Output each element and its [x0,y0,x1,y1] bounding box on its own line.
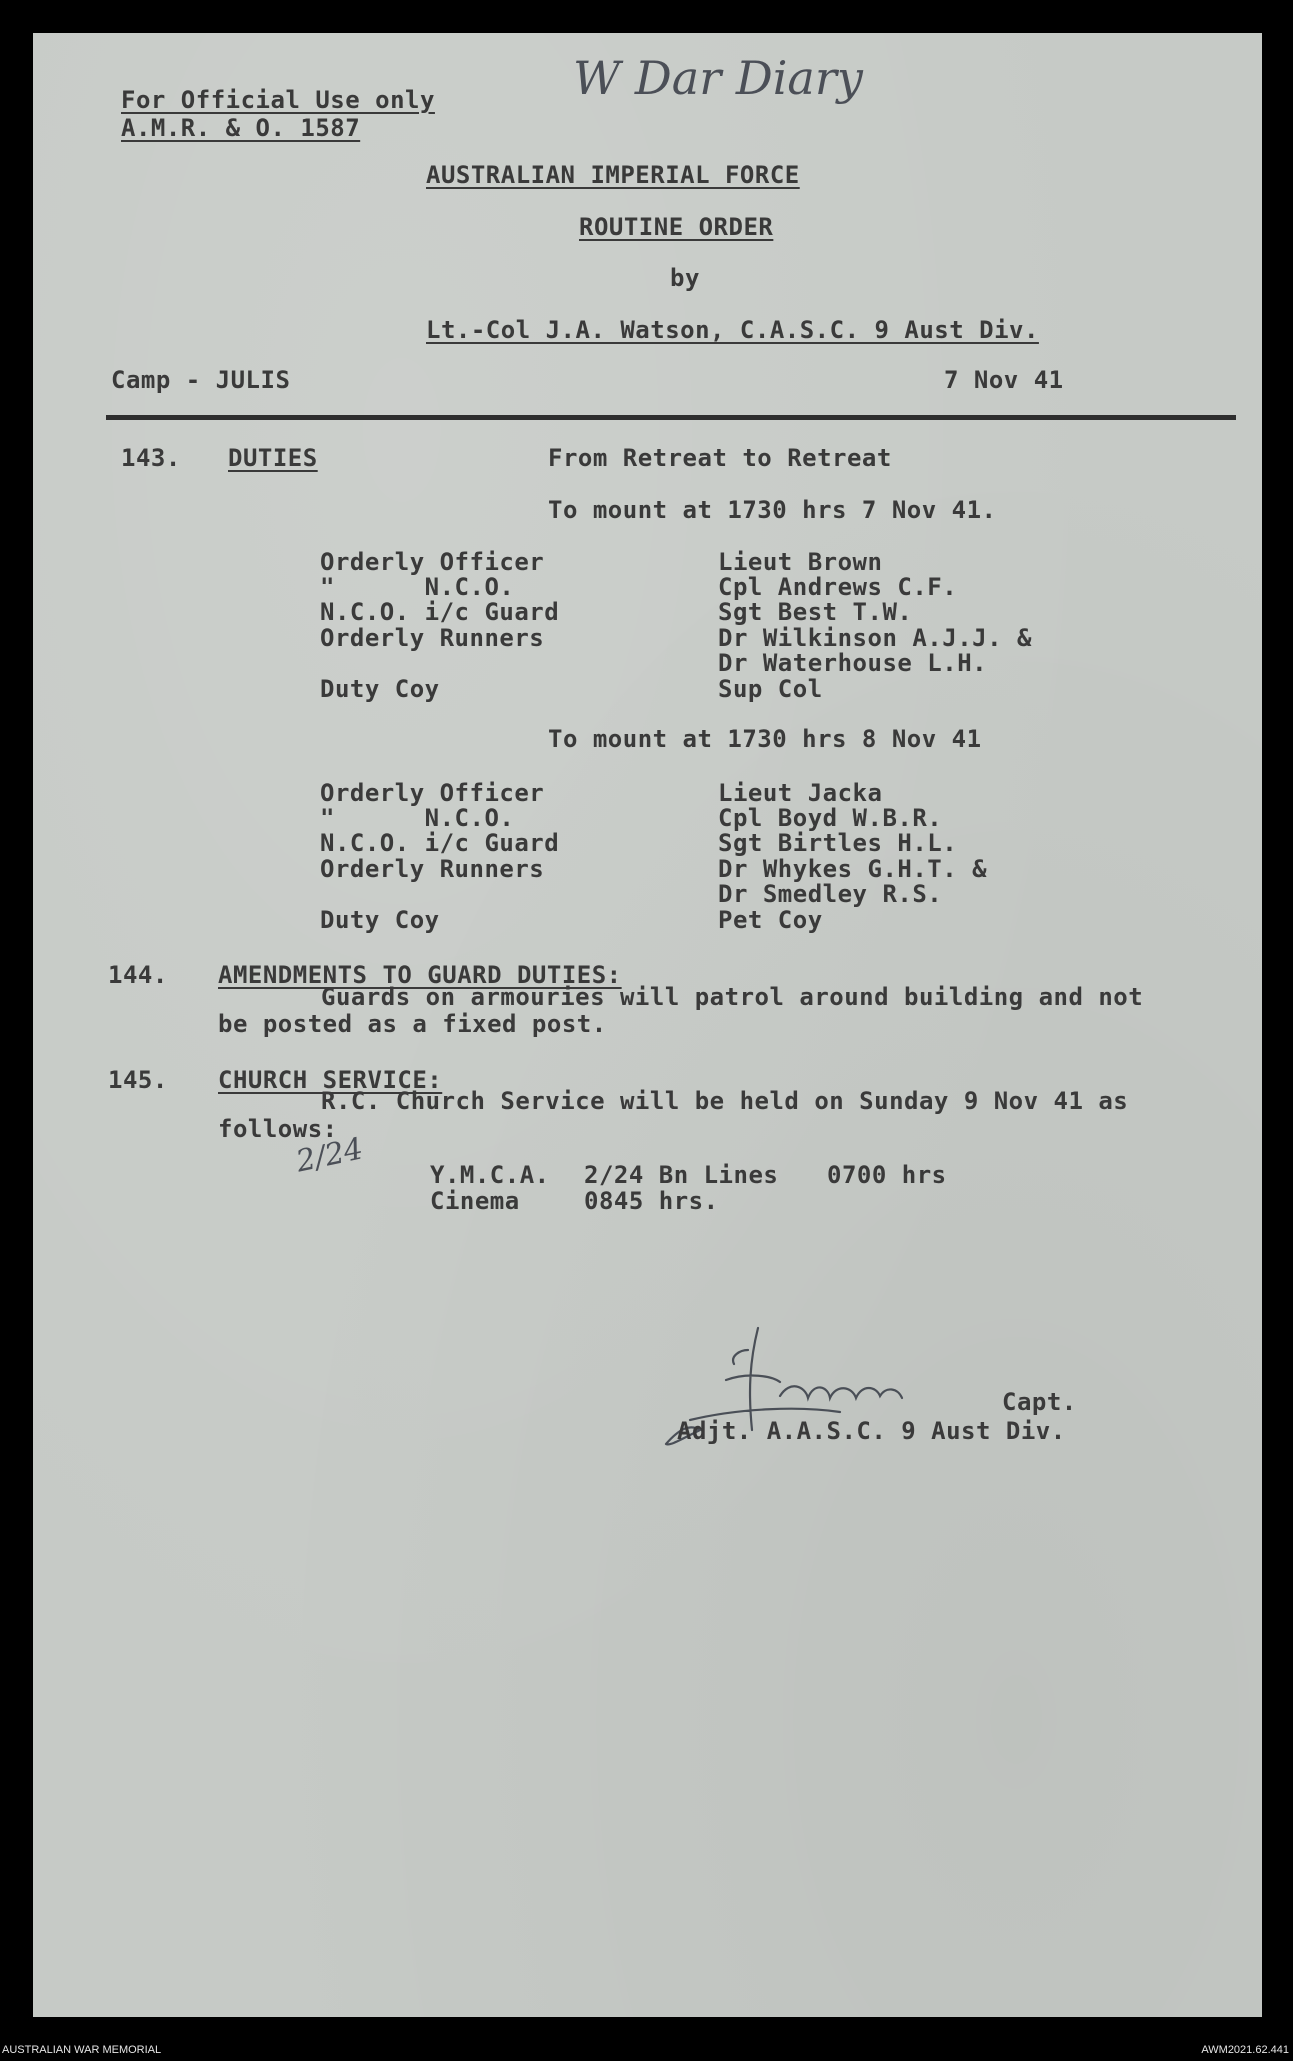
order-text: R.C. Church Service will be held on Sunday 9 Nov 41 as [321,1087,1129,1115]
duty-role: Orderly Runners [320,624,545,652]
duty-role: N.C.O. i/c Guard [320,829,560,857]
duty-role: Orderly Runners [320,855,545,883]
duty-name: Dr Wilkinson A.J.J. & [718,624,1032,652]
document-subtitle: ROUTINE ORDER [579,213,774,241]
duty-role: Duty Coy [320,906,440,934]
order-text: be posted as a fixed post. [218,1010,607,1038]
duty-role: " N.C.O. [320,804,515,832]
signatory-appointment: Adjt. A.A.S.C. 9 Aust Div. [677,1417,1066,1445]
archive-credit: AUSTRALIAN WAR MEMORIAL [2,2044,162,2056]
order-number: 144. [108,961,168,989]
duty-name: Sup Col [718,675,823,703]
order-date: 7 Nov 41 [944,366,1064,394]
duty-role: N.C.O. i/c Guard [320,598,560,626]
duty-name: Lieut Jacka [718,779,883,807]
issuer-line: Lt.-Col J.A. Watson, C.A.S.C. 9 Aust Div. [426,316,1039,344]
order-text: Guards on armouries will patrol around building and not [321,983,1144,1011]
duty-name: Sgt Birtles H.L. [718,829,958,857]
duty-role: Orderly Officer [320,548,545,576]
form-reference: A.M.R. & O. 1587 [121,114,361,142]
header-rule [106,415,1236,420]
duty-role: " N.C.O. [320,573,515,601]
duty-name: Lieut Brown [718,548,883,576]
mount-title: To mount at 1730 hrs 8 Nov 41 [548,725,982,753]
order-heading: CHURCH SERVICE: [218,1066,443,1094]
duty-name: Dr Whykes G.H.T. & [718,855,988,883]
order-heading: DUTIES [228,444,318,472]
duty-role: Duty Coy [320,675,440,703]
service-place: Cinema [430,1187,520,1215]
duty-name: Cpl Boyd W.B.R. [718,804,943,832]
duty-name: Dr Smedley R.S. [718,880,943,908]
service-time: 0700 hrs [827,1161,947,1189]
official-use-line: For Official Use only [121,86,435,114]
duty-name: Pet Coy [718,906,823,934]
order-number: 143. [121,444,181,472]
order-number: 145. [108,1066,168,1094]
duty-period: From Retreat to Retreat [548,444,892,472]
handwritten-annotation: 2/24 [293,1131,367,1180]
signatory-rank: Capt. [1002,1388,1077,1416]
duty-role: Orderly Officer [320,779,545,807]
duty-name: Sgt Best T.W. [718,598,913,626]
by-line: by [670,264,700,292]
duty-name: Dr Waterhouse L.H. [718,649,988,677]
archive-reference: AWM2021.62.441 [1201,2044,1289,2056]
mount-title: To mount at 1730 hrs 7 Nov 41. [548,496,997,524]
order-heading: AMENDMENTS TO GUARD DUTIES: [218,961,622,989]
service-place: Y.M.C.A. [430,1161,550,1189]
camp-label: Camp - JULIS [111,366,291,394]
order-text: follows: [218,1115,338,1143]
duty-name: Cpl Andrews C.F. [718,573,958,601]
handwritten-annotation: W Dar Diary [573,51,863,105]
document-title: AUSTRALIAN IMPERIAL FORCE [426,161,800,189]
service-detail: 2/24 Bn Lines [584,1161,779,1189]
service-detail: 0845 hrs. [584,1187,719,1215]
